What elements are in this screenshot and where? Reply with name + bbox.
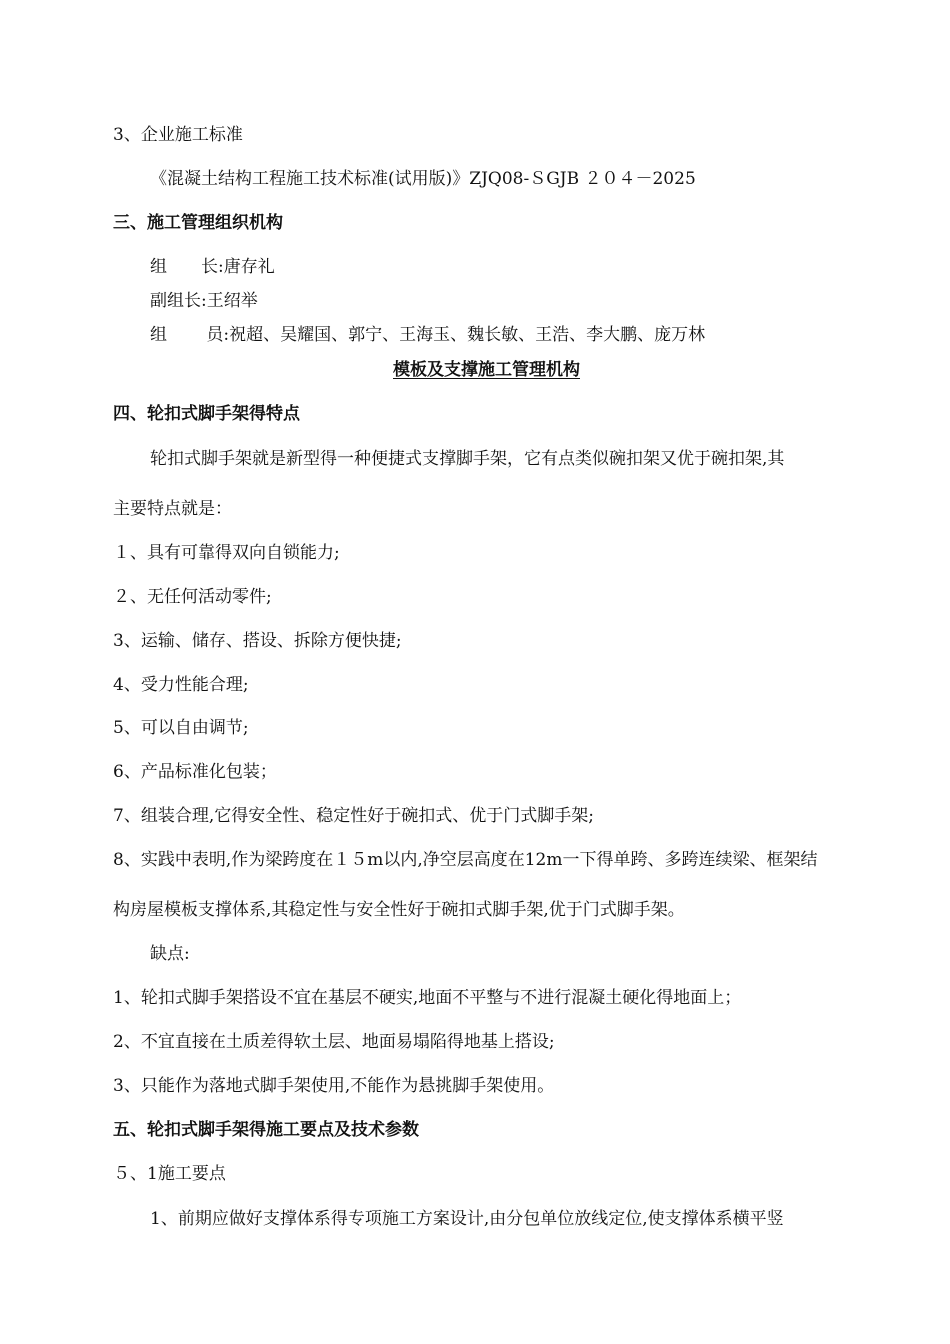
org-chart-title: 模板及支撑施工管理机构 xyxy=(393,360,580,380)
org-leader: 组 长:唐存礼 xyxy=(150,257,275,277)
feature-item: 6、产品标准化包装； xyxy=(113,762,277,782)
features-intro-line1: 轮扣式脚手架就是新型得一种便捷式支撑脚手架，它有点类似碗扣架又优于碗扣架,其 xyxy=(150,449,785,469)
drawbacks-heading: 缺点: xyxy=(150,944,190,964)
drawback-item: 2、不宜直接在土质差得软土层、地面易塌陷得地基上搭设; xyxy=(113,1032,555,1052)
org-members: 组 员:祝超、吴耀国、郭宁、王海玉、魏长敏、王浩、李大鹏、庞万林 xyxy=(150,325,706,345)
feature-item: 4、受力性能合理; xyxy=(113,675,249,695)
drawback-item: 1、轮扣式脚手架搭设不宜在基层不硬实,地面不平整与不进行混凝土硬化得地面上； xyxy=(113,988,742,1008)
feature-item: 5、可以自由调节; xyxy=(113,718,249,738)
feature-item: 3、运输、储存、搭设、拆除方便快捷; xyxy=(113,631,402,651)
feature-item: 7、组装合理,它得安全性、稳定性好于碗扣式、优于门式脚手架; xyxy=(113,806,594,826)
feature-item-8-line1: 8、实践中表明,作为梁跨度在１５m以内,净空层高度在12m一下得单跨、多跨连续梁、框架结 xyxy=(113,850,818,870)
section-heading-features: 四、轮扣式脚手架得特点 xyxy=(113,404,300,424)
construction-point-1: 1、前期应做好支撑体系得专项施工方案设计,由分包单位放线定位,使支撑体系横平竖 xyxy=(150,1209,784,1229)
drawback-item: 3、只能作为落地式脚手架使用,不能作为悬挑脚手架使用。 xyxy=(113,1076,555,1096)
feature-item-8-line2: 构房屋模板支撑体系,其稳定性与安全性好于碗扣式脚手架,优于门式脚手架。 xyxy=(113,900,685,920)
org-deputy-leader: 副组长:王绍举 xyxy=(150,291,258,311)
sub-heading-construction-points: ５、1施工要点 xyxy=(113,1164,226,1184)
feature-item: ２、无任何活动零件; xyxy=(113,587,272,607)
section-heading-management-org: 三、施工管理组织机构 xyxy=(113,213,283,233)
item-heading-enterprise-standard: 3、企业施工标准 xyxy=(113,125,243,145)
section-heading-construction-points: 五、轮扣式脚手架得施工要点及技术参数 xyxy=(113,1120,419,1140)
feature-item: １、具有可靠得双向自锁能力; xyxy=(113,543,340,563)
standard-reference: 《混凝土结构工程施工技术标准(试用版)》ZJQ08-ＳGJB ２０４－2025 xyxy=(150,169,696,189)
features-intro-line2: 主要特点就是： xyxy=(113,499,232,519)
